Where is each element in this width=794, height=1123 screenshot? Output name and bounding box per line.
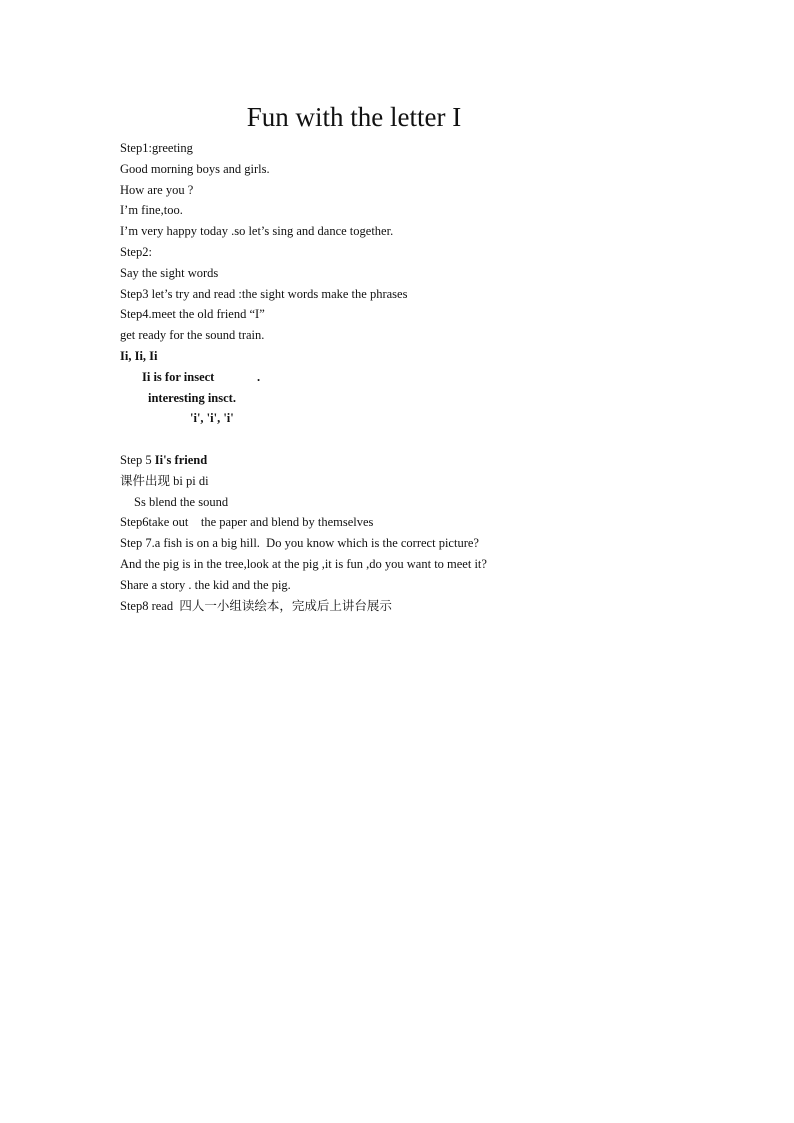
step5-friend-label: Ii's friend [154, 453, 208, 467]
step2-line: Step2: [120, 245, 152, 259]
chant-insect-period: . [257, 370, 261, 384]
greeting-fine-line: I’m fine,too. [120, 203, 183, 217]
step8-line: Step8 read 四人一小组读绘本，完成后上讲台展示 [120, 599, 392, 613]
chant-insect-line: Ii is for insect [142, 370, 215, 384]
step5-line [120, 452, 207, 468]
pig-tree-line: And the pig is in the tree,look at the pig ,it is fun ,do you want to meet it? [120, 557, 487, 571]
page-title: Fun with the letter I [246, 102, 462, 132]
chant-letters-line: Ii, Ii, Ii [120, 349, 158, 363]
step3-line: Step3 let’s try and read :the sight words make the phrases [120, 287, 408, 301]
step1-line: Step1:greeting [120, 141, 193, 155]
chant-interesting-line: interesting insct. [148, 391, 236, 405]
sound-train-line: get ready for the sound train. [120, 328, 265, 342]
sight-words-line: Say the sight words [120, 266, 219, 280]
greeting-how-line: How are you ? [120, 183, 194, 197]
greeting-morning-line: Good morning boys and girls. [120, 162, 270, 176]
blend-sound-line: Ss blend the sound [134, 495, 229, 509]
courseware-line: 课件出现 bi pi di [120, 474, 209, 488]
share-story-line: Share a story . the kid and the pig. [120, 578, 291, 592]
step6-line: Step6take out the paper and blend by themselves [120, 515, 374, 529]
step4-line: Step4.meet the old friend “I” [120, 307, 265, 321]
step5-label: Step 5 [120, 453, 152, 467]
chant-sound-line: 'i', 'i', 'i' [190, 411, 234, 425]
greeting-happy-line: I’m very happy today .so let’s sing and dance together. [120, 224, 394, 238]
step7-line: Step 7.a fish is on a big hill. Do you know which is the correct picture? [120, 536, 479, 550]
